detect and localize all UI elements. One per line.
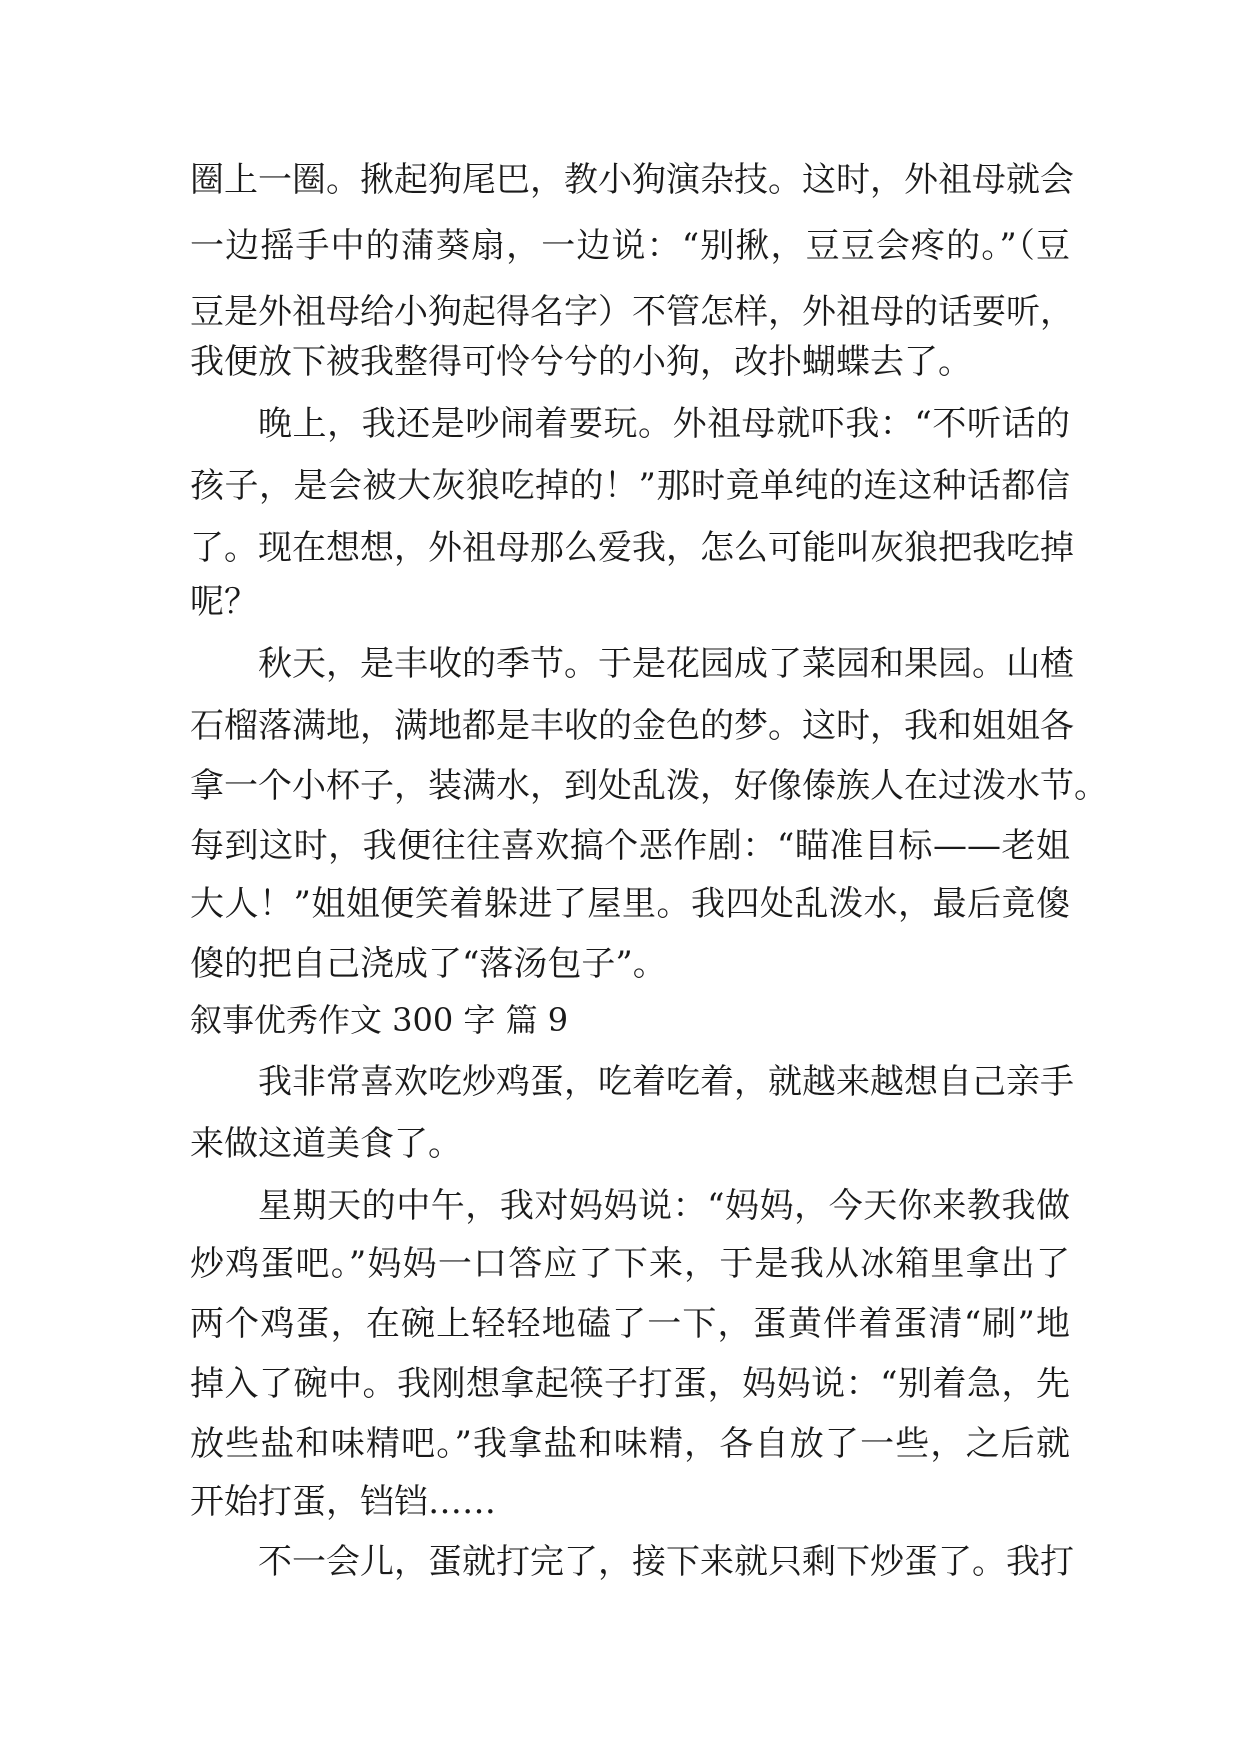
text-line: 孩子，是会被大灰狼吃掉的！”那时竟单纯的连这种话都信 — [190, 466, 1070, 506]
text-line: 炒鸡蛋吧。”妈妈一口答应了下来，于是我从冰箱里拿出了 — [190, 1244, 1070, 1284]
text-line: 拿一个小杯子，装满水，到处乱泼，好像傣族人在过泼水节。 — [190, 766, 1108, 806]
text-line: 来做这道美食了。 — [190, 1124, 462, 1164]
section-heading: 叙事优秀作文 300 字 篇 9 — [190, 1001, 569, 1039]
text-line: 开始打蛋，铛铛…… — [190, 1482, 496, 1522]
paragraph-first-line: 我非常喜欢吃炒鸡蛋，吃着吃着，就越来越想自己亲手 — [258, 1062, 1074, 1102]
text-line: 放些盐和味精吧。”我拿盐和味精，各自放了一些，之后就 — [190, 1424, 1070, 1464]
text-line: 两个鸡蛋，在碗上轻轻地磕了一下，蛋黄伴着蛋清“刷”地 — [190, 1304, 1070, 1344]
text-line: 掉入了碗中。我刚想拿起筷子打蛋，妈妈说：“别着急，先 — [190, 1364, 1070, 1404]
paragraph-first-line: 晚上，我还是吵闹着要玩。外祖母就吓我：“不听话的 — [258, 404, 1070, 444]
text-line: 每到这时，我便往往喜欢搞个恶作剧：“瞄准目标——老姐 — [190, 826, 1070, 866]
text-line: 了。现在想想，外祖母那么爱我，怎么可能叫灰狼把我吃掉 — [190, 528, 1074, 568]
paragraph-first-line: 星期天的中午，我对妈妈说：“妈妈，今天你来教我做 — [258, 1186, 1070, 1226]
text-line: 傻的把自己浇成了“落汤包子”。 — [190, 944, 667, 984]
text-line: 圈上一圈。揪起狗尾巴，教小狗演杂技。这时，外祖母就会 — [190, 160, 1074, 200]
text-line: 呢？ — [190, 582, 258, 622]
text-line: 石榴落满地，满地都是丰收的金色的梦。这时，我和姐姐各 — [190, 706, 1074, 746]
text-line: 一边摇手中的蒲葵扇，一边说：“别揪，豆豆会疼的。”（豆 — [190, 226, 1070, 266]
text-line: 豆是外祖母给小狗起得名字）不管怎样，外祖母的话要听， — [190, 292, 1074, 332]
text-line: 我便放下被我整得可怜兮兮的小狗，改扑蝴蝶去了。 — [190, 342, 972, 382]
text-line: 大人！”姐姐便笑着躲进了屋里。我四处乱泼水，最后竟傻 — [190, 884, 1070, 924]
paragraph-first-line: 不一会儿，蛋就打完了，接下来就只剩下炒蛋了。我打 — [258, 1542, 1074, 1582]
paragraph-first-line: 秋天，是丰收的季节。于是花园成了菜园和果园。山楂 — [258, 644, 1074, 684]
